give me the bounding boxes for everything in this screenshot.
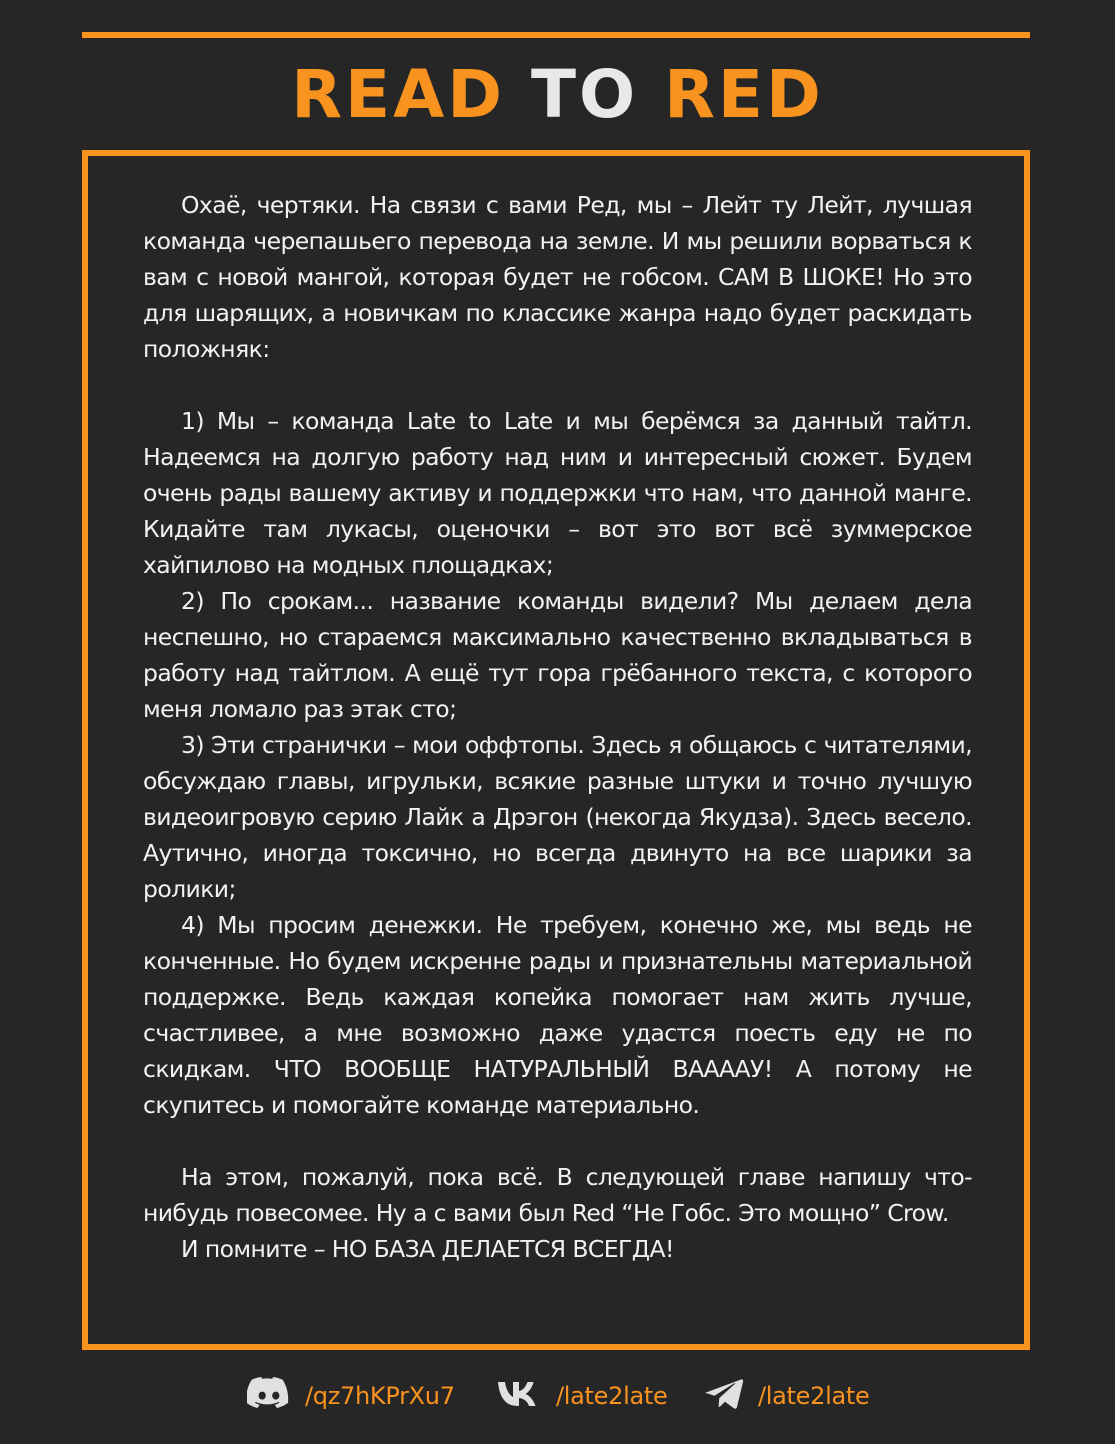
title-word-red: RED (664, 56, 824, 133)
title-word-to: TO (530, 56, 639, 133)
intro-paragraph: Охаё, чертяки. На связи с вами Ред, мы – Лейт ту Лейт, лучшая команда черепашьего перевода на земле. И мы решили ворваться к вам с новой мангой, которая будет не гобсом. САМ В ШОКЕ! Но это для шарящих, а новичкам по классике жанра надо будет раскидать положняк: (143, 191, 972, 363)
title-word-read: READ (291, 56, 505, 133)
discord-link[interactable] (247, 1372, 455, 1420)
point-3-paragraph: 3) Эти странички – мои оффтопы. Здесь я общаюсь с читателями, обсуждаю главы, игрульки, всякие разные штуки и точно лучшую видеоигровую серию Лайк а Дрэгон (некогда Якудза). Здесь весело. Аутично, иногда токсично, но всегда двинуто на все шарики за ролики; (143, 731, 972, 903)
discord-handle: /qz7hKPrXu7 (305, 1382, 455, 1410)
vk-link[interactable] (496, 1372, 667, 1420)
telegram-icon (704, 1378, 744, 1414)
point-4-paragraph: 4) Мы просим денежки. Не требуем, конечно же, мы ведь не конченные. Но будем искренне рады и признательны материальной поддержке. Ведь каждая копейка помогает нам жить лучше, счастливее, а мне возможно даже удастся поесть еду не по скидкам. ЧТО ВООБЩЕ НАТУРАЛЬНЫЙ ВААААУ! А потому не скупитесь и помогайте команде материально. (143, 911, 972, 1119)
message-body (143, 187, 972, 1267)
vk-icon (496, 1380, 542, 1412)
point-1-paragraph: 1) Мы – команда Late to Late и мы берёмся за данный тайтл. Надеемся на долгую работу над ним и интересный сюжет. Будем очень рады вашему активу и поддержки что нам, что данной манге. Кидайте там лукасы, оценочки – вот это вот всё зуммерское хайпилово на модных площадках; (143, 407, 972, 579)
point-2-paragraph: 2) По срокам... название команды видели? Мы делаем дела неспешно, но стараемся максимально качественно вкладываться в работу над тайтлом. А ещё тут гора грёбанного текста, с которого меня ломало раз этак сто; (143, 587, 972, 723)
telegram-handle: /late2late (758, 1382, 870, 1410)
telegram-link[interactable] (704, 1372, 869, 1420)
page-title (0, 50, 1115, 140)
top-divider (82, 32, 1030, 38)
outro-paragraph: На этом, пожалуй, пока всё. В следующей главе напишу что-нибудь повесомее. Ну а с вами был Red “Не Гобс. Это мощно” Crow. (143, 1163, 972, 1227)
discord-icon (247, 1377, 291, 1415)
social-links (0, 1372, 1115, 1420)
closing-paragraph: И помните – НО БАЗА ДЕЛАЕТСЯ ВСЕГДА! (181, 1235, 674, 1263)
vk-handle: /late2late (556, 1382, 668, 1410)
